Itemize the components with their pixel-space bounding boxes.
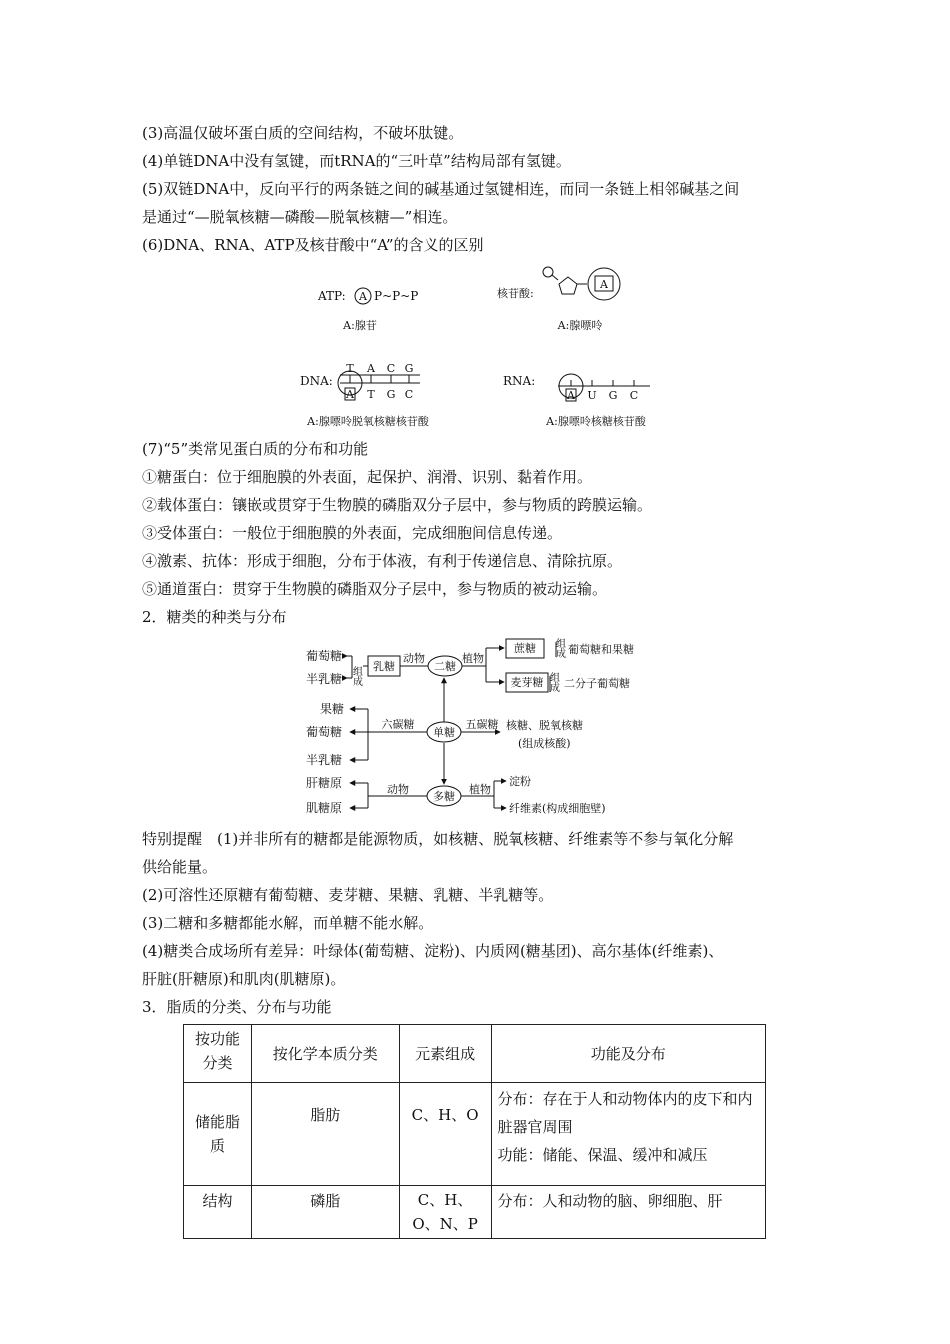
liver-glycogen-label: 肝糖原: [306, 776, 343, 790]
table-cell: 储能脂质: [184, 1083, 252, 1186]
lactose-label: 乳糖: [373, 660, 395, 673]
text-line: (6)DNA、RNA、ATP及核苷酸中“A”的含义的区别: [142, 236, 484, 254]
distribution-text: 分布：存在于人和动物体内的皮下和内脏器官周围: [497, 1090, 753, 1136]
disaccharide-label: 二糖: [434, 660, 456, 673]
lipid-table: [183, 1024, 766, 1239]
dna-bottom-base: A: [346, 388, 354, 401]
rna-label: RNA:: [503, 374, 536, 388]
rna-base: A: [567, 389, 575, 402]
note-line: (3)二糖和多糖都能水解，而单糖不能水解。: [142, 914, 434, 932]
note-line: (2)可溶性还原糖有葡萄糖、麦芽糖、果糖、乳糖、半乳糖等。: [142, 886, 554, 904]
compose-label: 组成: [547, 672, 559, 692]
note-line: 特别提醒 (1)并非所有的糖都是能源物质，如核糖、脱氧核糖、纤维素等不参与氧化分解: [142, 830, 734, 848]
table-cell: 结构: [184, 1186, 252, 1239]
table-header-cell: 按化学本质分类: [251, 1025, 399, 1083]
dna-caption: A:腺嘌呤脱氧核糖核苷酸: [307, 415, 429, 428]
dna-label: DNA:: [300, 374, 333, 388]
table-cell: C、H、O: [399, 1083, 491, 1186]
phosphate-icon: [543, 267, 553, 277]
note-line: 供给能量。: [142, 858, 218, 876]
protein-title: (7)“5”类常见蛋白质的分布和功能: [142, 440, 369, 458]
text-line: (4)单链DNA中没有氢键，而tRNA的“三叶草”结构局部有氢键。: [142, 152, 571, 170]
table-cell: C、H、O、N、P: [399, 1186, 491, 1239]
dna-bottom-base: C: [404, 388, 414, 401]
dna-top-base: A: [367, 362, 375, 375]
nucleotide-label: 核苷酸:: [497, 287, 534, 300]
protein-item: ④激素、抗体：形成于细胞，分布于体液，有利于传递信息、清除抗原。: [142, 552, 623, 570]
table-cell: [491, 1083, 765, 1186]
animal-label: 动物: [387, 783, 409, 796]
note-line: 肝脏(肝糖原)和肌肉(肌糖原)。: [142, 970, 346, 988]
table-cell: 脂肪: [251, 1083, 399, 1186]
rna-caption: A:腺嘌呤核糖核苷酸: [546, 415, 646, 428]
dna-top-base: T: [346, 362, 354, 375]
compose-label: 组成: [553, 638, 565, 658]
pentose-result: 核糖、脱氧核糖: [506, 719, 583, 732]
pentose-icon: [559, 277, 577, 294]
plant-label: 植物: [469, 783, 491, 796]
protein-item: ②载体蛋白：镶嵌或贯穿于生物膜的磷脂双分子层中，参与物质的跨膜运输。: [142, 496, 653, 514]
plant-label: 植物: [462, 652, 484, 665]
atp-caption: A:腺苷: [343, 319, 377, 332]
distribution-text: 分布：人和动物的脑、卵细胞、肝: [497, 1192, 723, 1210]
nucleotide-caption: A:腺嘌呤: [557, 319, 603, 332]
rna-base: C: [629, 389, 639, 402]
rna-base: G: [608, 389, 618, 402]
table-header-row: [184, 1025, 766, 1083]
protein-item: ③受体蛋白：一般位于细胞膜的外表面，完成细胞间信息传递。: [142, 524, 563, 542]
text-line: (5)双链DNA中，反向平行的两条链之间的碱基通过氢键相连，而同一条链上相邻碱基之间: [142, 180, 740, 198]
animal-label: 动物: [403, 652, 425, 665]
compose-label: 组成: [350, 666, 362, 686]
cellulose-label: 纤维素(构成细胞壁): [509, 802, 606, 815]
dna-bottom-base: G: [386, 388, 396, 401]
sugar-title: 2．糖类的种类与分布: [142, 608, 287, 626]
dna-top-base: C: [386, 362, 396, 375]
text-line: 是通过“—脱氧核糖—磷酸—脱氧核糖—”相连。: [142, 208, 458, 226]
starch-label: 淀粉: [509, 775, 531, 788]
table-row: [184, 1083, 766, 1186]
glucose-label: 葡萄糖: [306, 725, 343, 739]
galactose-label: 半乳糖: [306, 753, 343, 767]
sugar-diagram: [300, 636, 660, 822]
lipid-title: 3．脂质的分类、分布与功能: [142, 998, 332, 1016]
table-cell: 磷脂: [251, 1186, 399, 1239]
table-row: [184, 1186, 766, 1239]
protein-item: ⑤通道蛋白：贯穿于生物膜的磷脂双分子层中，参与物质的被动运输。: [142, 580, 608, 598]
protein-item: ①糖蛋白：位于细胞膜的外表面，起保护、润滑、识别、黏着作用。: [142, 468, 593, 486]
nucleotide-a: A: [600, 278, 608, 291]
rna-base: U: [587, 389, 597, 402]
text-line: (3)高温仅破坏蛋白质的空间结构，不破坏肽键。: [142, 124, 464, 142]
a-meaning-figure: [290, 262, 670, 434]
monosaccharide-label: 单糖: [433, 726, 455, 739]
table-header-cell: 功能及分布: [491, 1025, 765, 1083]
maltose-result: 二分子葡萄糖: [564, 677, 630, 690]
dna-top-base: G: [404, 362, 414, 375]
note-line: (4)糖类合成场所有差异：叶绿体(葡萄糖、淀粉)、内质网(糖基团)、高尔基体(纤维素)、: [142, 942, 724, 960]
polysaccharide-label: 多糖: [433, 790, 455, 803]
atp-a: A: [359, 290, 367, 303]
atp-label: ATP:: [318, 289, 346, 303]
pentose-note: (组成核酸): [518, 737, 571, 750]
sucrose-result: 葡萄糖和果糖: [568, 643, 634, 656]
fructose-label: 果糖: [320, 702, 345, 716]
dna-bottom-base: T: [367, 388, 375, 401]
glucose-label: 葡萄糖: [306, 649, 343, 663]
function-text: 功能：储能、保温、缓冲和减压: [497, 1146, 708, 1164]
atp-phosphates: P~P~P: [374, 289, 419, 303]
sucrose-label: 蔗糖: [514, 642, 536, 655]
maltose-label: 麦芽糖: [510, 676, 544, 689]
muscle-glycogen-label: 肌糖原: [306, 801, 343, 815]
pentose-label: 五碳糖: [465, 718, 499, 731]
table-cell: [491, 1186, 765, 1239]
galactose-label: 半乳糖: [306, 672, 343, 686]
table-header-cell: 按功能分类: [184, 1025, 252, 1083]
hexose-label: 六碳糖: [381, 718, 415, 731]
table-header-cell: 元素组成: [399, 1025, 491, 1083]
